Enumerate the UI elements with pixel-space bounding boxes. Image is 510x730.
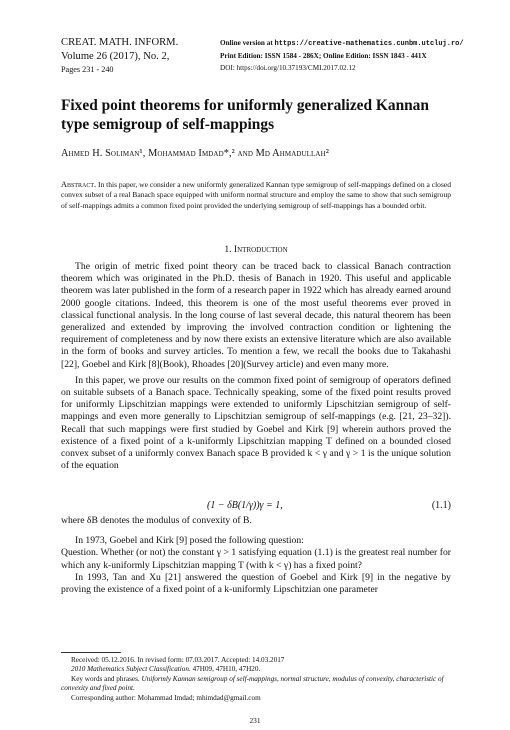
- abstract-text: In this paper, we consider a new uniformly generalized Kannan type semigroup of self-mappings defined on a closed convex subset of a real Banach space equipped with uniform normal structure and employ the same to show that such semigroup of self-mappings admits a common fixed point provided the underlying semigroup of self-mappings has a bounded orbit.: [61, 180, 451, 210]
- corresponding-author: Corresponding author: Mohammad Imdad; mhimdad@gmail.com: [71, 693, 261, 702]
- page-number: 231: [249, 716, 261, 725]
- body-text: [61, 261, 451, 472]
- abstract: [61, 180, 451, 211]
- footnote-rule: [61, 652, 121, 653]
- msc-label: 2010 Mathematics Subject Classification.: [71, 665, 191, 674]
- body-text-continued: [61, 515, 451, 596]
- paragraph: In this paper, we prove our results on the common fixed point of semigroup of operators defined on suitable subsets of a Banach space. Technically speaking, some of the fixed point results proved for uniformly Lipschitzian mappings were extended to uniformly Lipschitzian semigroup of self-mappings and even more generally to Lipschitzian semigroup of self-mappings (e.g. [21, 23–32]). Recall that such mappings were first studied by Goebel and Kirk [9] wherein authors proved the existence of a fixed point of a k-uniformly Lipschitzian mapping T defined on a bounded closed convex subset of a uniformly convex Banach space B provided k < γ and γ > 1 is the unique solution of the equation: [61, 374, 451, 472]
- section-heading: [61, 244, 451, 255]
- issn-line: Print Edition: ISSN 1584 - 286X; Online Edition: ISSN 1843 - 441X: [220, 52, 427, 60]
- paragraph: where δB denotes the modulus of convexity of B.: [61, 515, 252, 526]
- online-prefix: Online version at: [220, 39, 275, 47]
- online-url-link[interactable]: https://creative-mathematics.cunbm.utcluj.ro/: [274, 40, 464, 48]
- msc-codes: 47H09, 47H10, 47H20.: [192, 665, 261, 674]
- author-list: Ahmed H. Soliman¹, Mohammad Imdad*,² and Md Ahmadullah²: [61, 148, 329, 159]
- paragraph: In 1973, Goebel and Kirk [9] posed the following question:: [75, 535, 304, 547]
- page-range: Pages 231 - 240: [61, 65, 114, 75]
- online-info: [220, 37, 464, 74]
- journal-name: CREAT. MATH. INFORM.: [61, 37, 179, 48]
- keywords: Uniformly Kannan semigroup of self-mappings, normal structure, modulus of convexity, characteristic of convexity and fixed point.: [61, 674, 444, 693]
- paragraph: In 1993, Tan and Xu [21] answered the question of Goebel and Kirk [9] in the negative by proving the existence of a fixed point of a k-uniformly Lipschitzian one parameter: [61, 571, 451, 596]
- received-dates: Received: 05.12.2016. In revised form: 07.03.2017. Accepted: 14.03.2017: [71, 656, 285, 664]
- equation-number: (1.1): [431, 500, 451, 511]
- equation-1-1: [61, 500, 451, 514]
- doi-link[interactable]: DOI: https://doi.org/10.37193/CMI.2017.02.12: [220, 64, 356, 72]
- paper-title: Fixed point theorems for uniformly generalized Kannan type semigroup of self-mappings: [61, 97, 429, 133]
- volume-line: Volume 26 (2017), No. 2,: [61, 50, 170, 62]
- section-number: 1.: [224, 244, 232, 255]
- equation-expression: (1 − δB(1/γ))γ = 1,: [207, 500, 283, 511]
- abstract-heading: Abstract.: [61, 180, 97, 189]
- keywords-label: Key words and phrases.: [71, 674, 140, 683]
- section-title: Introduction: [233, 244, 288, 255]
- footnotes: [61, 656, 451, 703]
- journal-info: [61, 36, 178, 77]
- paragraph: The origin of metric fixed point theory can be traced back to classical Banach contraction theorem which was originated in the Ph.D. thesis of Banach in 1920. This useful and applicable theorem was later published in the form of a research paper in 1922 which has already earned around 2000 google citations. Indeed, this theorem is one of the most useful theorems ever proved in classical functional analysis. In the long course of last several decade, this natural theorem has been generalized and extended by improving the involved contraction condition or lightening the requirement of completeness and by now there exists an extensive literature which are also available in the form of books and survey articles. To mention a few, we recall the books due to Takahashi [22], Goebel and Kirk [8](Book), Rhoades [20](Survey article) and even many more.: [61, 261, 451, 370]
- question-paragraph: Question. Whether (or not) the constant γ > 1 satisfying equation (1.1) is the greatest real number for which any k-uniformly Lipschitzian mapping T (with k < γ) has a fixed point?: [61, 547, 451, 571]
